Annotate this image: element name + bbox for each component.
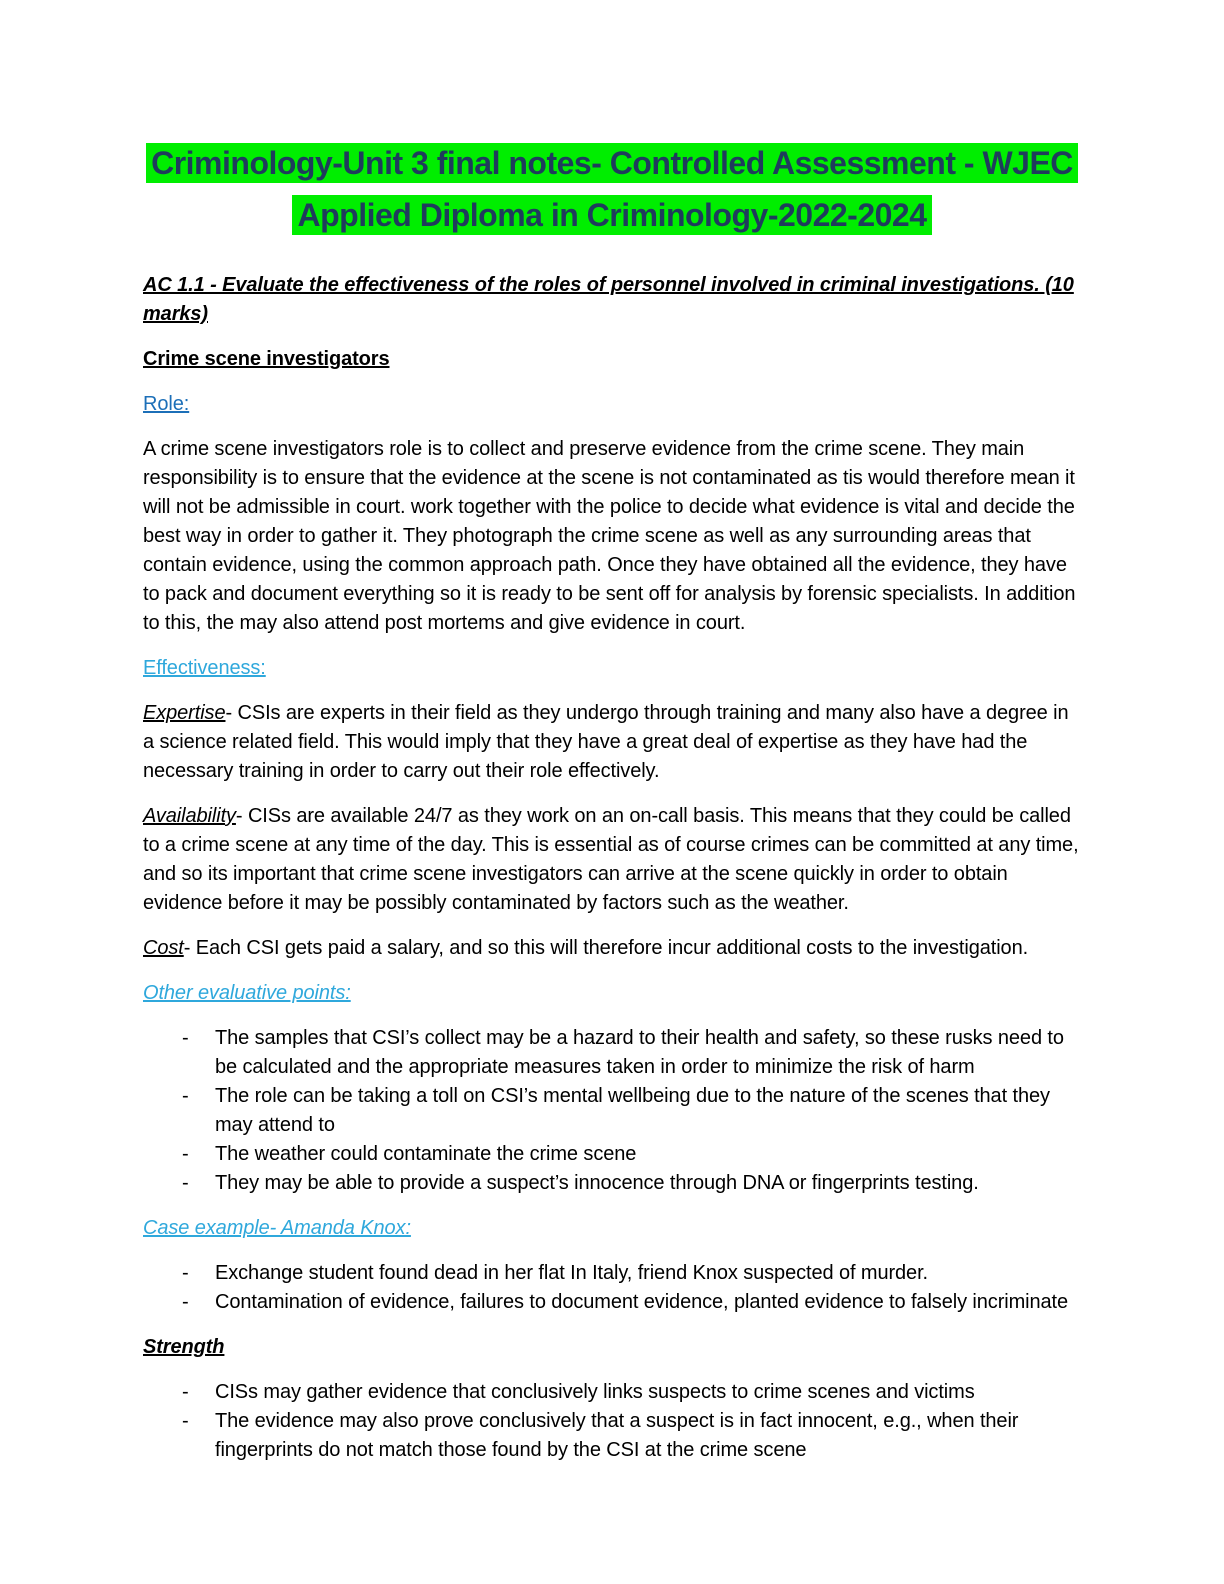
list-item: [143, 1140, 1081, 1169]
other-points-heading: Other evaluative points:: [143, 982, 351, 1004]
list-item: [143, 1024, 1081, 1082]
title-highlight-2: Applied Diploma in Criminology-2022-2024: [292, 195, 931, 235]
strength-heading: Strength: [143, 1336, 225, 1358]
effectiveness-heading: Effectiveness:: [143, 657, 266, 679]
expertise-label: Expertise: [143, 702, 226, 724]
dash-bullet: -: [182, 1410, 189, 1432]
role-paragraph: A crime scene investigators role is to collect and preserve evidence from the crime scene. They main responsibility is to ensure that the evidence at the scene is not contaminated as tis would therefore mean it will not be admissible in court. work together with the police to decide what evidence is vital and decide the best way in order to gather it. They photograph the crime scene as well as any surrounding areas that contain evidence, using the common approach path. Once they have obtained all the evidence, they have to pack and document everything so it is ready to be sent off for analysis by forensic specialists. In addition to this, the may also attend post mortems and give evidence in court.: [143, 438, 1076, 634]
document-title: [143, 137, 1081, 241]
list-item-text: They may be able to provide a suspect’s innocence through DNA or fingerprints testing.: [215, 1172, 979, 1194]
availability-paragraph: [143, 802, 1081, 918]
list-item: [143, 1378, 1081, 1407]
strength-list: [143, 1378, 1081, 1465]
list-item-text: The weather could contaminate the crime scene: [215, 1143, 637, 1165]
cost-text: - Each CSI gets paid a salary, and so this will therefore incur additional costs to the investigation.: [183, 937, 1029, 959]
case-example-list: [143, 1259, 1081, 1317]
other-points-list: [143, 1024, 1081, 1198]
title-line-1: [143, 137, 1081, 189]
title-highlight-1: Criminology-Unit 3 final notes- Controlled Assessment - WJEC: [146, 143, 1078, 183]
csi-heading: Crime scene investigators: [143, 348, 390, 370]
list-item: [143, 1082, 1081, 1140]
dash-bullet: -: [182, 1085, 189, 1107]
list-item: [143, 1288, 1081, 1317]
dash-bullet: -: [182, 1291, 189, 1313]
dash-bullet: -: [182, 1143, 189, 1165]
title-line-2: [143, 189, 1081, 241]
expertise-text: - CSIs are experts in their field as they undergo through training and many also have a degree in a science related field. This would imply that they have a great deal of expertise as they have had the necessary training in order to carry out their role effectively.: [143, 702, 1069, 782]
expertise-paragraph: [143, 699, 1081, 786]
list-item: [143, 1259, 1081, 1288]
ac11-heading: AC 1.1 - Evaluate the effectiveness of the roles of personnel involved in criminal investigations. (10 marks): [143, 274, 1074, 325]
list-item: [143, 1407, 1081, 1465]
list-item-text: The evidence may also prove conclusively that a suspect is in fact innocent, e.g., when their fingerprints do not match those found by the CSI at the crime scene: [215, 1410, 1019, 1461]
case-example-heading: Case example- Amanda Knox:: [143, 1217, 411, 1239]
list-item-text: CISs may gather evidence that conclusively links suspects to crime scenes and victims: [215, 1381, 975, 1403]
dash-bullet: -: [182, 1172, 189, 1194]
availability-text: - CISs are available 24/7 as they work on an on-call basis. This means that they could be called to a crime scene at any time of the day. This is essential as of course crimes can be committed at any time, and so its important that crime scene investigators can arrive at the scene quickly in order to obtain evidence before it may be possibly contaminated by factors such as the weather.: [143, 805, 1079, 914]
dash-bullet: -: [182, 1262, 189, 1284]
cost-paragraph: [143, 934, 1081, 963]
dash-bullet: -: [182, 1027, 189, 1049]
list-item-text: The samples that CSI’s collect may be a hazard to their health and safety, so these rusks need to be calculated and the appropriate measures taken in order to minimize the risk of harm: [215, 1027, 1064, 1078]
list-item-text: Contamination of evidence, failures to document evidence, planted evidence to falsely incriminate: [215, 1291, 1069, 1313]
role-heading: Role:: [143, 393, 190, 415]
list-item-text: The role can be taking a toll on CSI’s mental wellbeing due to the nature of the scenes that they may attend to: [215, 1085, 1050, 1136]
dash-bullet: -: [182, 1381, 189, 1403]
availability-label: Availability: [143, 805, 236, 827]
list-item: [143, 1169, 1081, 1198]
cost-label: Cost: [143, 937, 184, 959]
list-item-text: Exchange student found dead in her flat In Italy, friend Knox suspected of murder.: [215, 1262, 928, 1284]
